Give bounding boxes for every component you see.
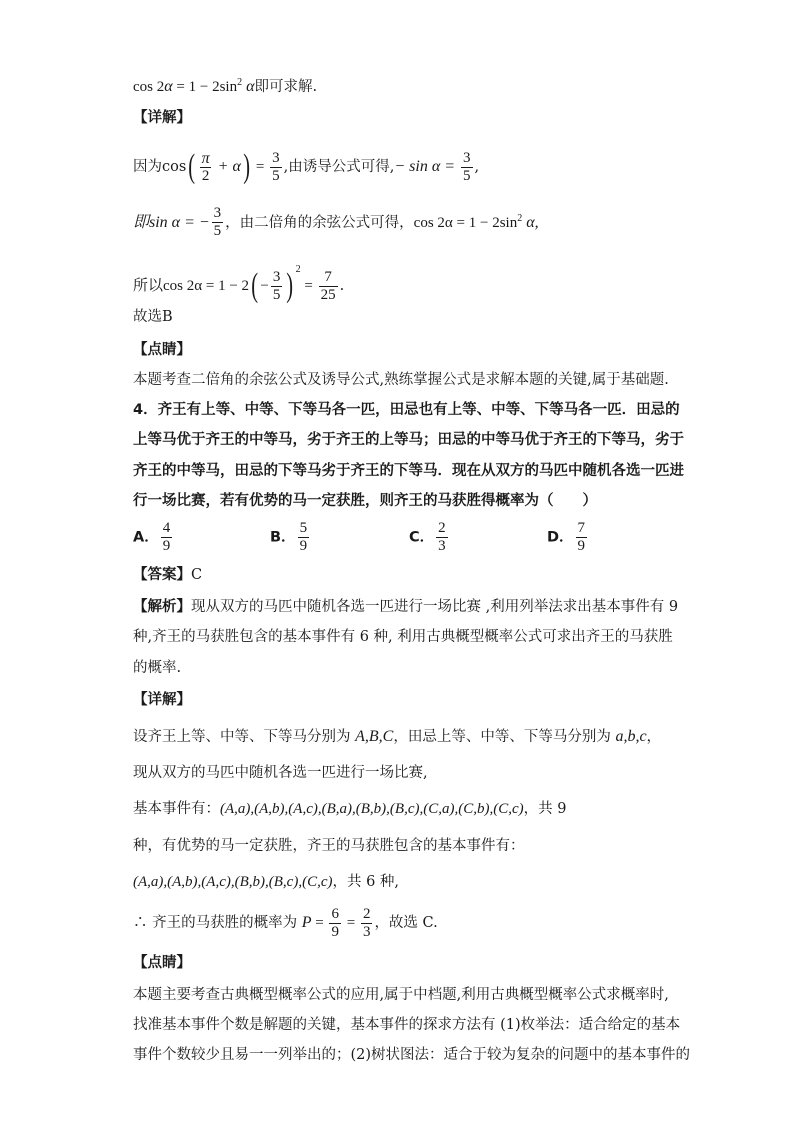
answer-line: 【答案】C	[133, 566, 203, 583]
option-a: A． $\frac{4}{9}$	[133, 520, 171, 554]
question-text: 上等马优于齐王的中等马，劣于齐王的上等马；田忌的中等马优于齐王的下等马，劣于	[133, 432, 684, 448]
fraction: $\frac{\pi}{2}$	[201, 149, 210, 184]
comment-text: 本题主要考查古典概型概率公式的应用,属于中档题,利用古典概型概率公式求概率时,	[133, 987, 669, 1003]
formula-line: 所以cos 2α = 1 − 2( − $\frac{3}{5}$ ) $^2$ = $\frac{7}{25}$ .	[133, 264, 345, 304]
question-text: 齐王的中等马，田忌的下等马劣于齐王的下等马．现在从双方的马匹中随机各选一匹进	[133, 463, 684, 479]
detail-line: (A,a),(A,b),(A,c),(B,b),(B,c),(C,c)，共 6 种,	[133, 874, 400, 890]
comment-text: 本题考查二倍角的余弦公式及诱导公式,熟练掌握公式是求解本题的关键,属于基础题.	[133, 372, 669, 388]
detail-line: ∴ 齐王的马获胜的概率为 P = $\frac{6}{9}$ = $\frac{2}{3}$ ，故选 C.	[133, 905, 438, 940]
section-heading-comment: 【点睛】	[133, 954, 191, 971]
formula-line: 因为cos( $\frac{\pi}{2}$ + α) = $\frac{3}{5}$ ,由诱导公式可得,− sin α = $\frac{3}{5}$ ,	[133, 148, 480, 185]
answer-value: C	[191, 567, 203, 583]
detail-line: 种，有优势的马一定获胜，齐王的马获胜包含的基本事件有：	[133, 838, 525, 854]
fraction: $\frac{3}{5}$	[272, 149, 280, 184]
conclusion-text: 故选B	[133, 309, 173, 325]
comment-text: 找准基本事件个数是解题的关键，基本事件的探求方法有 (1)枚举法：适合给定的基本	[133, 1017, 681, 1033]
fraction: $\frac{7}{25}$	[320, 268, 336, 303]
question-text: 行一场比赛，若有优势的马一定获胜，则齐王的马获胜得概率为（ ）	[133, 493, 597, 509]
detail-line: 设齐王上等、中等、下等马分别为 A,B,C，田忌上等、中等、下等马分别为 a,b,c，	[133, 728, 662, 745]
detail-line: 现从双方的马匹中随机各选一匹进行一场比赛,	[133, 765, 428, 781]
option-d: D． $\frac{7}{9}$	[547, 520, 586, 554]
fraction: $\frac{6}{9}$	[331, 905, 339, 940]
fraction: $\frac{3}{5}$	[272, 268, 281, 303]
section-heading-comment: 【点睛】	[133, 341, 191, 358]
comment-text: 事件个数较少且易一一列举出的；(2)树状图法：适合于较为复杂的问题中的基本事件的	[133, 1047, 691, 1063]
fraction: $\frac{3}{5}$	[213, 205, 222, 240]
fraction: $\frac{3}{5}$	[463, 149, 471, 184]
options-row	[133, 520, 693, 560]
detail-line: 基本事件有：(A,a),(A,b),(A,c),(B,a),(B,b),(B,c),(C,a),(C,b),(C,c)，共 9	[133, 801, 567, 817]
formula-line: 即sin α = − $\frac{3}{5}$ ，由二倍角的余弦公式可得，$\cos 2\alpha = 1 - 2\sin^2$ α,	[133, 205, 539, 240]
option-c: C． $\frac{2}{3}$	[409, 520, 446, 554]
section-heading-detail: 【详解】	[133, 109, 191, 126]
fraction: $\frac{2}{3}$	[362, 905, 371, 940]
formula-line: $\cos 2\alpha = 1 - 2\sin^2$ α即可求解.	[133, 77, 318, 95]
analysis-line: 【解析】现从双方的马匹中随机各选一匹进行一场比赛 ,利用列举法求出基本事件有 9	[133, 598, 679, 615]
analysis-line: 种,齐王的马获胜包含的基本事件有 6 种, 利用古典概型概率公式可求出齐王的马获胜	[133, 629, 673, 645]
question-text: 4．齐王有上等、中等、下等马各一匹，田忌也有上等、中等、下等马各一匹．田忌的	[133, 402, 680, 418]
section-heading-detail: 【详解】	[133, 691, 191, 708]
option-b: B． $\frac{5}{9}$	[270, 520, 308, 554]
analysis-line: 的概率.	[133, 660, 182, 676]
